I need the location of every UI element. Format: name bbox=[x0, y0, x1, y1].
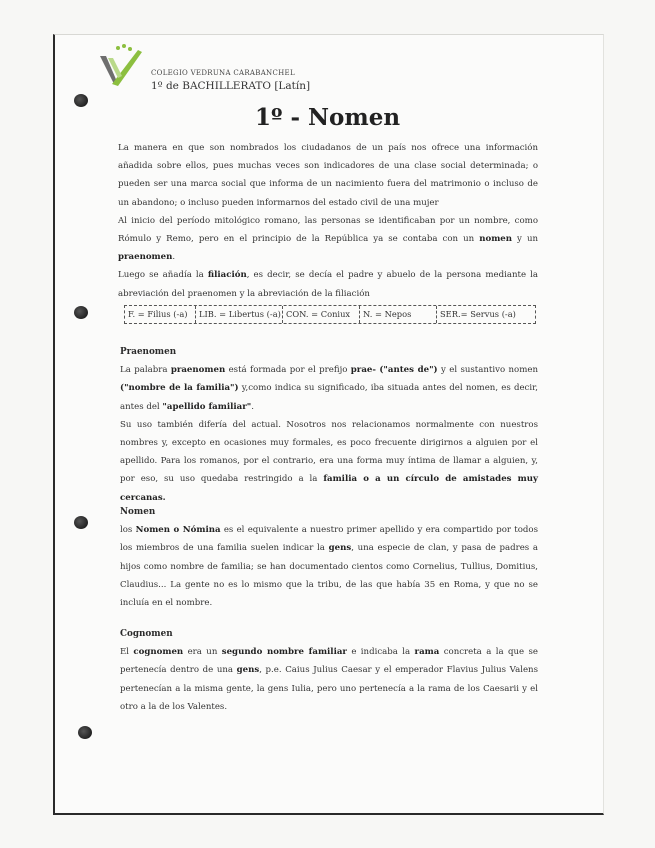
praenomen-paragraph-1: La palabra praenomen está formada por el prefijo prae- ("antes de") y el sustantivo nomen ("nombre de la familia") y,como indica su significado, iba situada antes del nomen, es decir, antes del "apellido familiar". bbox=[120, 365, 539, 412]
intro-paragraph-3: Luego se añadía la filiación, es decir, se decía el padre y abuelo de la persona mediante la abreviación del praenomen y la abreviación de la filiación bbox=[118, 270, 538, 299]
intro-paragraph-2: Al inicio del período mitológico romano, las personas se identificaban por un nombre, como Rómulo y Remo, pero en el principio de la República ya se contaba con un nomen y un praenomen. bbox=[118, 215, 539, 263]
punch-hole bbox=[74, 516, 88, 529]
abbreviation-cell: CON. = Coniux bbox=[283, 306, 360, 323]
section-heading: Praenomen bbox=[120, 347, 177, 357]
section-heading: Cognomen bbox=[120, 629, 173, 639]
nomen-paragraph: los Nomen o Nómina es el equivalente a nuestro primer apellido y era compartido por todos los miembros de una familia suelen indicar la gens, una especie de clan, y pasa de padres a hijos como nombre de familia; se han documentado cientos como Cornelius, Tullius, Domitius, Claudius... La gente no es lo mismo que la tribu, de las que había 35 en Roma, y que no se incluía en el nombre. bbox=[120, 525, 539, 609]
punch-hole bbox=[78, 726, 92, 739]
punch-hole bbox=[74, 306, 88, 319]
section-heading: Nomen bbox=[120, 507, 156, 517]
abbreviation-cell: SER.= Servus (-a) bbox=[440, 308, 516, 319]
abbreviations-table bbox=[124, 305, 536, 324]
school-name: COLEGIO VEDRUNA CARABANCHEL bbox=[151, 69, 295, 77]
abbreviation-cell: LIB. = Libertus (-a) bbox=[196, 306, 283, 323]
praenomen-section bbox=[120, 343, 538, 507]
praenomen-paragraph-2: Su uso también difería del actual. Nosotros nos relacionamos normalmente con nuestros nombres y, excepto en ocasiones muy formales, es poco frecuente dirigirnos a alguien por el apellido. Para los romanos, por el contrario, era una forma muy íntima de llamar a alguien, y, por eso, su uso quedaba restringido a la familia o a un círculo de amistades muy cercanas. bbox=[120, 419, 539, 503]
school-logo-icon bbox=[98, 42, 144, 88]
intro-section bbox=[118, 139, 538, 324]
nomen-section bbox=[120, 503, 538, 612]
abbreviation-cell: F. = Filius (-a) bbox=[125, 306, 196, 323]
course-label: 1º de BACHILLERATO [Latín] bbox=[151, 80, 311, 92]
abbreviation-cell: N. = Nepos bbox=[360, 306, 437, 323]
cognomen-section bbox=[120, 625, 538, 716]
cognomen-paragraph: El cognomen era un segundo nombre familiar e indicaba la rama concreta a la que se pertenecía dentro de una gens, p.e. Caius Julius Caesar y el emperador Flavius Julius Valens pertenecían a la misma gente, la gens Iulia, pero uno pertenecía a la rama de los Caesarii y el otro a la de los Valentes. bbox=[120, 647, 538, 712]
page-title: 1º - Nomen bbox=[254, 104, 401, 131]
intro-paragraph-1: La manera en que son nombrados los ciudadanos de un país nos ofrece una información añadida sobre ellos, pues muchas veces son indicadores de una clase social determinada; o pueden ser una marca social que informa de un nacimiento fuera del matrimonio o incluso de un abandono; o incluso pueden informarnos del estado civil de una mujer bbox=[118, 143, 538, 208]
